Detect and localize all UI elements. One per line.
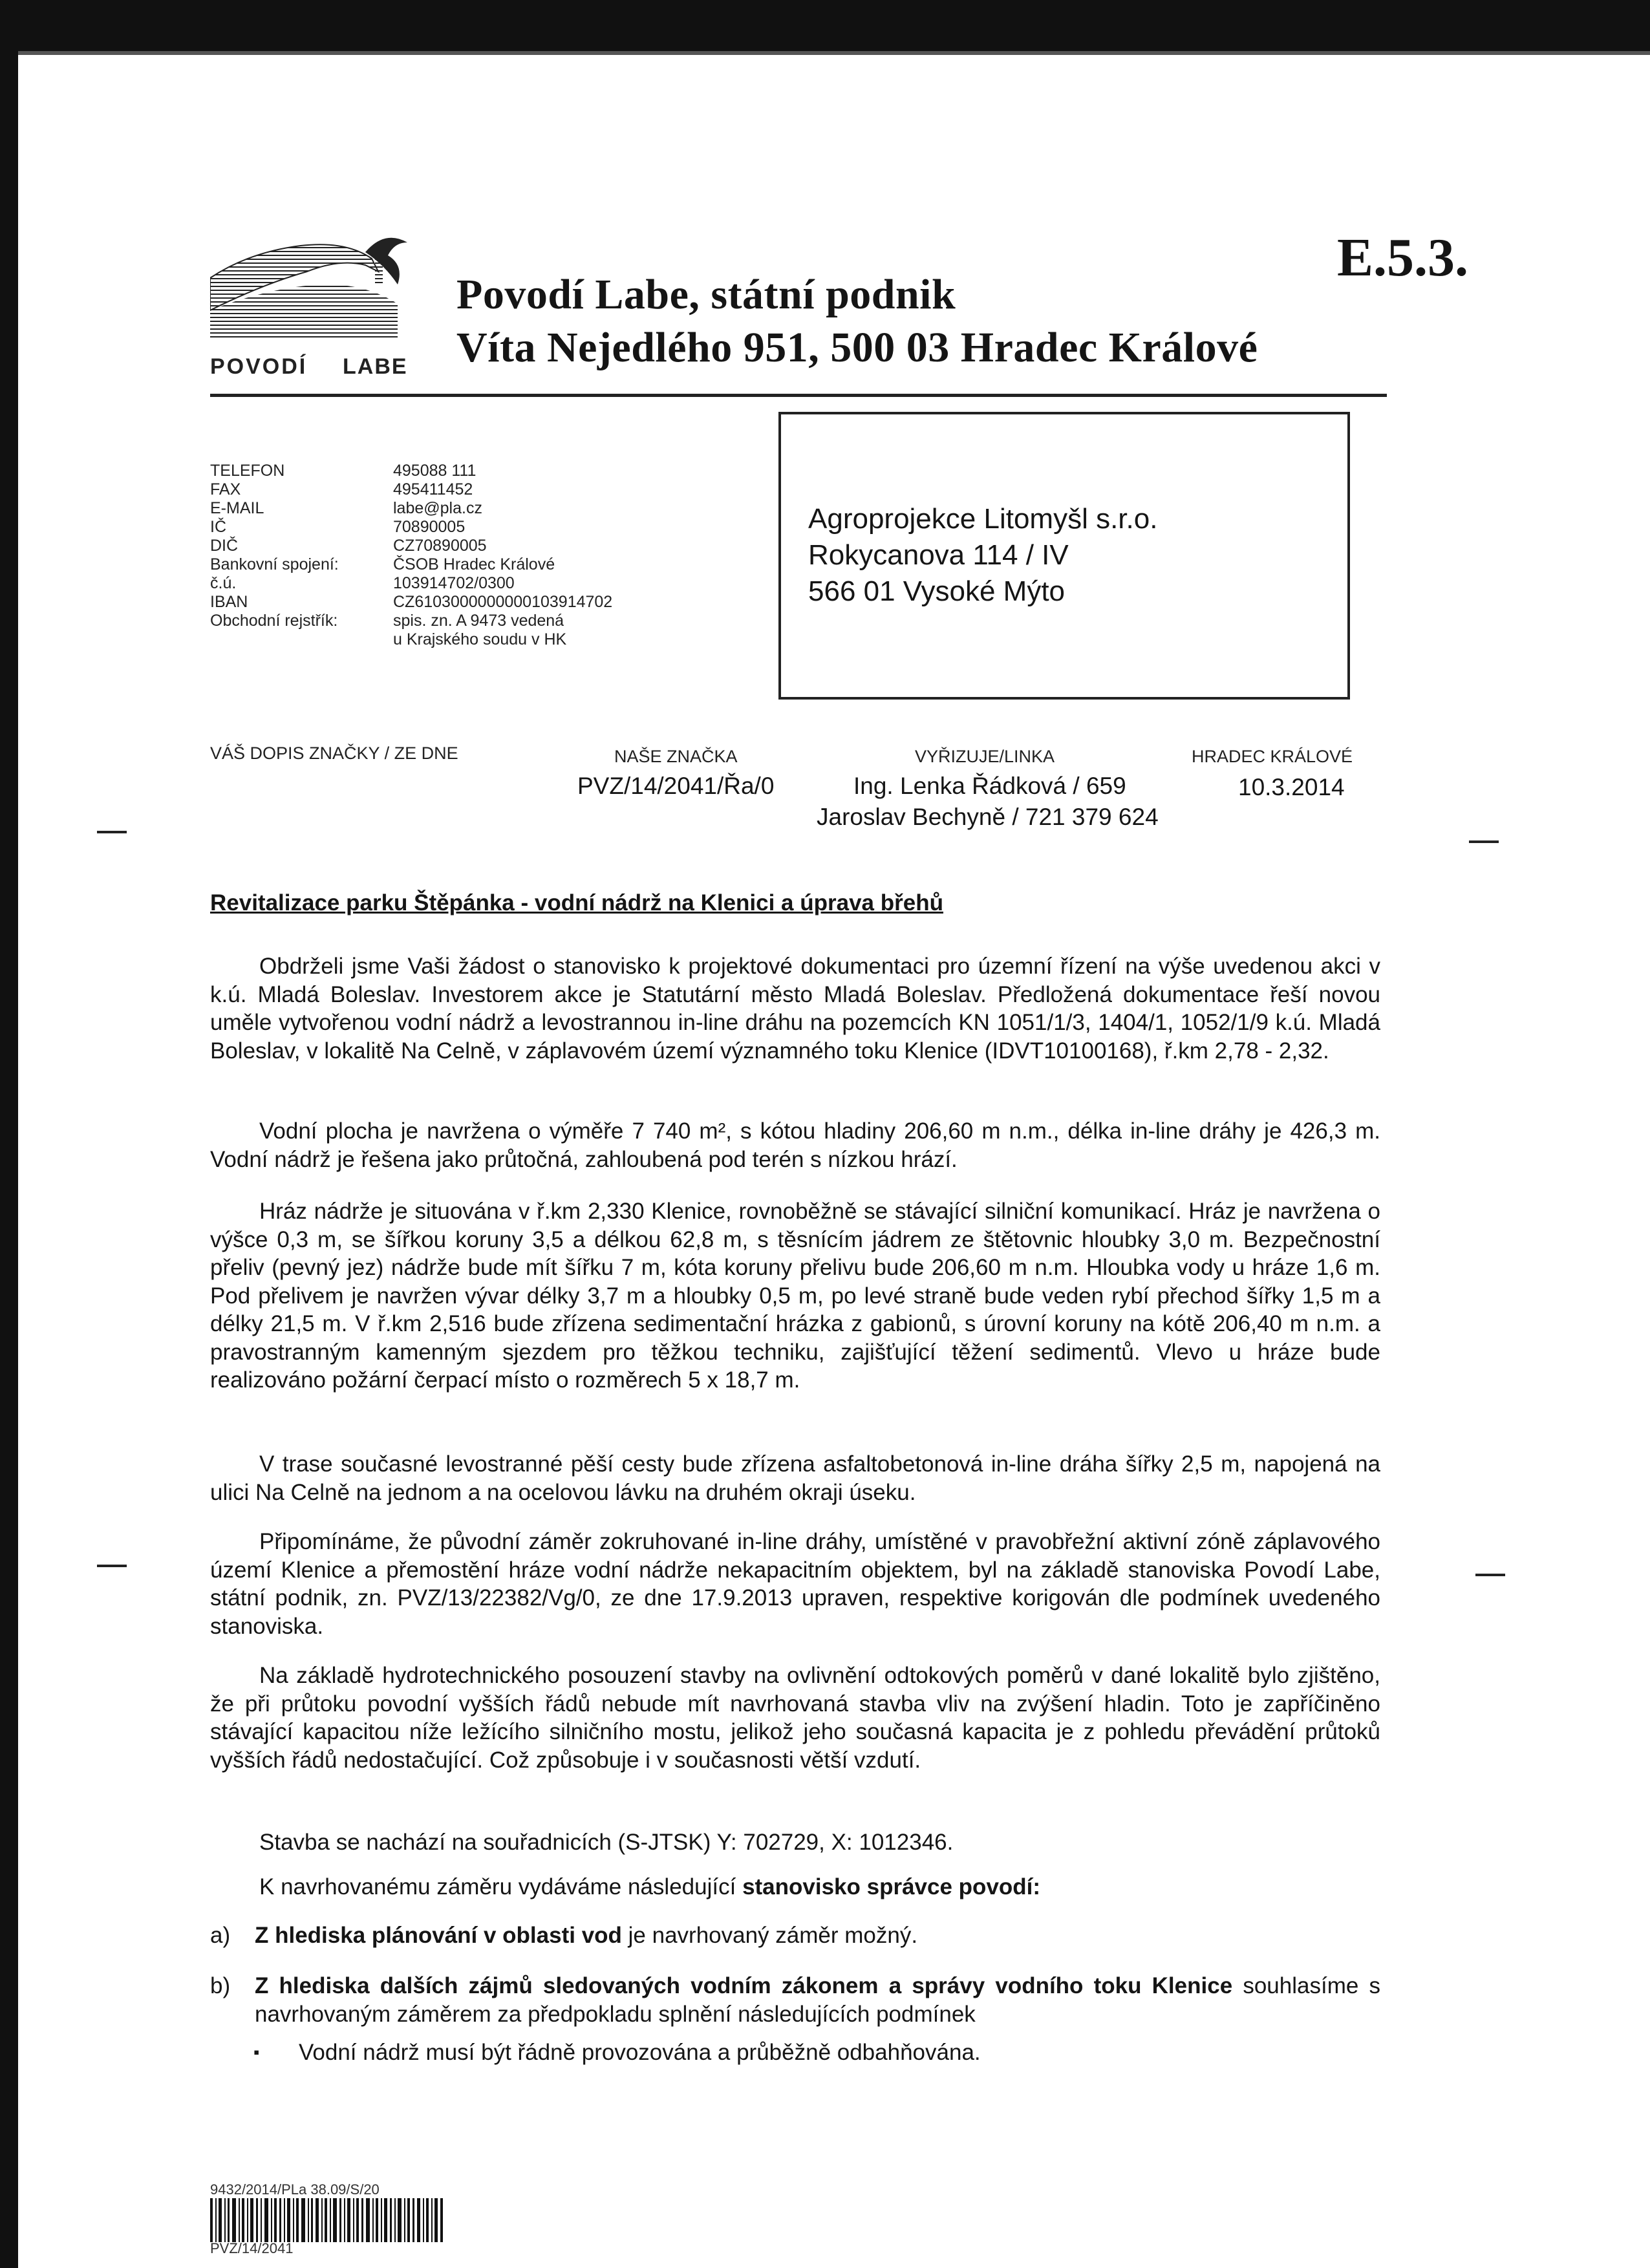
paragraph-text: Vodní plocha je navržena o výměře 7 740 m², s kótou hladiny 206,60 m n.m., délka in-line dráhy je 426,3 m. Vodní nádrž je řešena jako průtočná, zahloubená pod terén s nízkou hrází. — [210, 1118, 1380, 1172]
handled-by-label: VYŘIZUJE/LINKA — [915, 747, 1055, 766]
barcode — [210, 2198, 443, 2242]
place-label: HRADEC KRÁLOVÉ — [1192, 747, 1353, 766]
paragraph-text: Připomínáme, že původní záměr zokruhované in-line dráhy, umístěné v pravobřežní aktivní zóně záplavového území Klenice a přemostění hráze vodní nádrže nekapacitním objektem, byl na základě stanoviska Povodí Labe, státní podnik, zn. PVZ/13/22382/Vg/0, ze dne 17.9.2013 upraven, respektive korigován dle podmínek uvedeného stanoviska. — [210, 1529, 1380, 1639]
contact-value: labe@pla.cz — [393, 499, 482, 517]
header-divider — [210, 394, 1387, 397]
povodi-labe-logo — [210, 226, 430, 381]
contact-label: Bankovní spojení: — [210, 555, 339, 573]
list-item-body: souhlasíme s navrhovaným záměrem za předpokladu splnění následujících podmínek — [255, 1973, 1380, 2027]
paragraph — [210, 1828, 1380, 1857]
contact-value: 495411452 — [393, 480, 473, 498]
paragraph-lead: K navrhovanému záměru vydáváme následující — [259, 1874, 743, 1899]
scan-mark — [97, 831, 127, 833]
contact-value: spis. zn. A 9473 vedená — [393, 612, 564, 630]
org-name: Povodí Labe, státní podnik — [456, 271, 956, 318]
our-ref-label: NAŠE ZNAČKA — [614, 747, 738, 766]
paragraph-text: Obdrželi jsme Vaši žádost o stanovisko k projektové dokumentaci pro územní řízení na výše uvedenou akci v k.ú. Mladá Boleslav. Investorem akce je Statutární město Mladá Boleslav. Předložená dokumentace řeší novou uměle vytvořenou vodní nádrž a levostrannou in-line dráhu na pozemcích KN 1051/1/3, 1404/1, 1052/1/9 k.ú. Mladá Boleslav, v lokalitě Na Celně, v záplavovém území významného toku Klenice (IDVT10100168), ř.km 2,78 - 2,32. — [210, 954, 1380, 1064]
list-item-body: je navrhovaný záměr možný. — [621, 1923, 918, 1948]
paragraph-text: Na základě hydrotechnického posouzení stavby na ovlivnění odtokových poměrů v dané lokalitě bylo zjištěno, že při průtoku povodní vyšších řádů nebude mít navrhovaná stavba vliv na zvýšení hladin. Toto je zapříčiněno stávající kapacitou níže ležícího silničního mostu, jelikož jeho současná kapacita je z pohledu převádění průtoků vyšších řádů nedostačující. Což způsobuje i v současnosti větší vzdutí. — [210, 1663, 1380, 1773]
handled-by-value: Jaroslav Bechyně / 721 379 624 — [817, 804, 1159, 830]
contact-value: u Krajského soudu v HK — [393, 630, 567, 648]
scan-mark — [1475, 1574, 1505, 1576]
scan-left-edge — [0, 0, 18, 2268]
scan-mark — [97, 1565, 127, 1567]
opinion-heading: stanovisko správce povodí: — [742, 1874, 1041, 1899]
letter-subject: Revitalizace parku Štěpánka - vodní nádrž na Klenici a úprava břehů — [210, 890, 943, 915]
paragraph — [210, 1662, 1380, 1774]
your-letter-label: VÁŠ DOPIS ZNAČKY / ZE DNE — [210, 744, 458, 763]
handled-by-value: Ing. Lenka Řádková / 659 — [853, 773, 1126, 799]
contact-value: 70890005 — [393, 518, 466, 536]
logo-text-left: POVODÍ — [210, 354, 308, 379]
list-item-heading: Z hlediska dalších zájmů sledovaných vodním zákonem a správy vodního toku Klenice — [255, 1973, 1233, 1998]
paragraph — [210, 1117, 1380, 1173]
scan-mark — [1469, 840, 1499, 843]
document-code: E.5.3. — [1337, 228, 1469, 288]
paragraph — [210, 1528, 1380, 1640]
list-item-text — [255, 1972, 1380, 2028]
list-item-heading: Z hlediska plánování v oblasti vod — [255, 1923, 622, 1948]
paragraph-text: V trase současné levostranné pěší cesty bude zřízena asfaltobetonová in-line dráha šířky 2,5 m, napojená na ulici Na Celně na jednom a na ocelovou lávku na druhém okraji úseku. — [210, 1451, 1380, 1505]
contact-label: TELEFON — [210, 462, 285, 480]
barcode-number: 9432/2014/PLa 38.09/S/20 — [210, 2181, 380, 2198]
contact-label: IČ — [210, 518, 226, 536]
contact-value: CZ6103000000000103914702 — [393, 593, 613, 611]
recipient-line: Agroprojekce Litomyšl s.r.o. — [808, 503, 1158, 535]
contact-label: Obchodní rejstřík: — [210, 612, 338, 630]
paragraph — [210, 1197, 1380, 1395]
our-ref-value: PVZ/14/2041/Řa/0 — [577, 773, 775, 799]
contact-label: č.ú. — [210, 574, 237, 592]
barcode-reference: PVZ/14/2041 — [210, 2240, 294, 2256]
contact-value: ČSOB Hradec Králové — [393, 555, 555, 573]
recipient-line: 566 01 Vysoké Mýto — [808, 575, 1066, 607]
list-item-label: b) — [210, 1973, 231, 1998]
paragraph-text: Stavba se nachází na souřadnicích (S-JTSK) Y: 702729, X: 1012346. — [259, 1830, 954, 1855]
paragraph-text — [210, 1873, 1380, 1901]
contact-value: CZ70890005 — [393, 537, 487, 555]
contact-label: DIČ — [210, 537, 239, 555]
paragraph — [210, 952, 1380, 1065]
paragraph-text: Hráz nádrže je situována v ř.km 2,330 Klenice, rovnoběžně se stávající silniční komunikací. Hráz je navržena o výšce 0,3 m, se šířkou koruny 3,5 a délkou 62,8 m, s těsnícím jádrem ze štětovnic hloubky 3,0 m. Bezpečnostní přeliv (pevný jez) nádrže bude mít šířku 7 m, kóta koruny přelivu bude 206,60 m n.m. Hloubka vody u hráze 1,6 m. Pod přelivem je navržen vývar délky 3,7 m a hloubky 0,5 m, po levé straně bude veden rybí přechod šířky 1,5 m a délky 21,5 m. V ř.km 2,516 bude zřízena sedimentační hrázka z gabionů, s úrovní koruny na kótě 206,40 m n.m. a pravostranným kamenným sjezdem pro těžkou techniku, zajišťující těžení sedimentů. Vlevo u hráze bude realizováno požární čerpací místo o rozměrech 5 x 18,7 m. — [210, 1199, 1380, 1393]
recipient-line: Rokycanova 114 / IV — [808, 539, 1069, 571]
bullet-text: Vodní nádrž musí být řádně provozována a průběžně odbahňována. — [299, 2040, 981, 2065]
org-address: Víta Nejedlého 951, 500 03 Hradec Králové — [456, 324, 1258, 371]
bullet-icon: ▪ — [253, 2042, 260, 2062]
list-item-label: a) — [210, 1923, 231, 1948]
paragraph — [210, 1450, 1380, 1506]
contact-value: 103914702/0300 — [393, 574, 515, 592]
contact-label: E-MAIL — [210, 499, 264, 517]
logo-text-right: LABE — [343, 354, 408, 379]
contact-value: 495088 111 — [393, 462, 477, 480]
contact-label: FAX — [210, 480, 241, 498]
letter-date: 10.3.2014 — [1238, 774, 1345, 800]
scan-top-edge — [0, 0, 1650, 55]
paragraph — [210, 1873, 1380, 1901]
list-item-text — [255, 1921, 1380, 1950]
contact-label: IBAN — [210, 593, 248, 611]
